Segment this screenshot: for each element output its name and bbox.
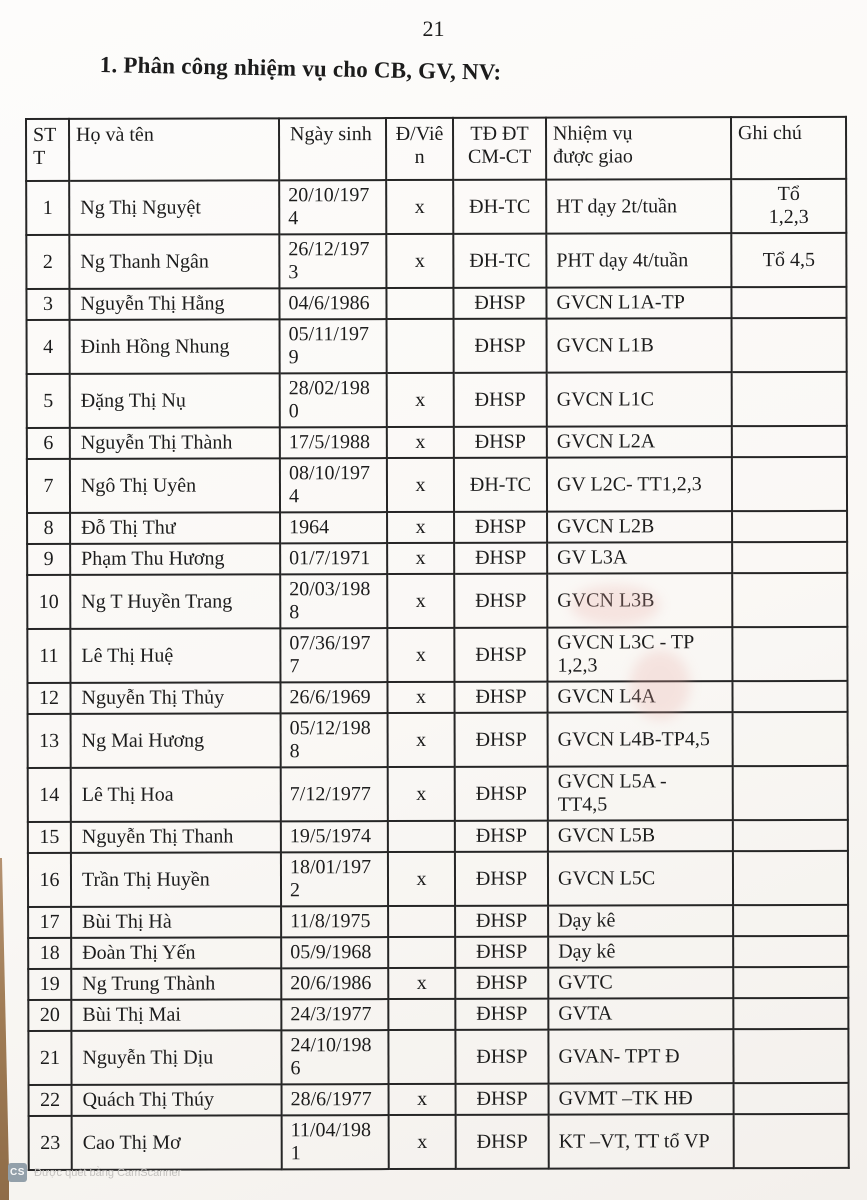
table-row <box>27 627 847 683</box>
stt-header: ST T <box>26 119 69 181</box>
table-row <box>26 287 846 320</box>
section-title: 1. Phân công nhiệm vụ cho CB, GV, NV: <box>99 52 502 85</box>
party-header: Đ/Viê n <box>386 118 453 180</box>
duty-cell: GV L3A <box>547 542 732 573</box>
table-row <box>27 681 847 714</box>
note-cell <box>733 820 848 851</box>
assignment-table <box>25 116 850 1171</box>
party-cell <box>388 937 455 968</box>
duty-cell: GVCN L4A <box>547 681 732 712</box>
name-cell: Phạm Thu Hương <box>70 543 280 575</box>
name-cell: Đỗ Thị Thư <box>70 512 280 544</box>
name-cell: Đặng Thị Nụ <box>70 373 280 428</box>
party-cell: x <box>387 628 454 682</box>
stt-cell: 21 <box>28 1031 71 1085</box>
party-cell: x <box>386 234 453 288</box>
name-cell: Lê Thị Huệ <box>70 628 280 683</box>
duty-cell: KT –VT, TT tổ VP <box>549 1114 734 1168</box>
party-cell <box>387 319 454 373</box>
duty-cell: GVTC <box>548 967 733 998</box>
duty-cell: GVCN L5B <box>548 820 733 851</box>
note-cell <box>732 627 847 681</box>
name-cell: Ng Mai Hương <box>71 713 281 768</box>
note-cell <box>734 1083 849 1114</box>
note-cell <box>733 766 848 820</box>
stt-cell: 5 <box>27 374 70 428</box>
duty-cell: GVMT –TK HĐ <box>549 1083 734 1114</box>
degree-cell: ĐHSP <box>454 373 547 427</box>
party-cell <box>388 999 455 1030</box>
camscanner-watermark <box>8 1163 181 1182</box>
degree-cell: ĐHSP <box>455 906 548 937</box>
red-stamp-ghost <box>570 585 660 625</box>
party-cell: x <box>388 713 455 767</box>
note-cell <box>732 318 847 372</box>
degree-cell: ĐHSP <box>454 319 547 373</box>
table-header-row <box>26 117 846 181</box>
degree-cell: ĐHSP <box>453 288 546 319</box>
name-cell: Nguyễn Thị Hằng <box>69 288 279 320</box>
stt-cell: 8 <box>27 513 70 544</box>
table-row <box>27 318 847 374</box>
name-cell: Nguyễn Thị Thanh <box>71 821 281 853</box>
dob-cell: 11/04/1981 <box>282 1115 389 1169</box>
table-row <box>28 851 848 907</box>
degree-cell: ĐHSP <box>456 1084 549 1115</box>
stt-cell: 16 <box>28 853 71 907</box>
table-row <box>28 1029 848 1085</box>
degree-cell: ĐHSP <box>455 767 548 821</box>
dob-cell: 24/10/1986 <box>281 1030 388 1084</box>
duty-cell: PHT dạy 4t/tuần <box>546 233 731 287</box>
duty-cell: Dạy kê <box>548 936 733 967</box>
duty-cell: GVCN L2A <box>547 426 732 457</box>
dob-cell: 20/03/1988 <box>280 574 387 628</box>
stt-cell: 23 <box>29 1116 72 1170</box>
dob-cell: 28/6/1977 <box>282 1084 389 1115</box>
name-cell: Quách Thị Thúy <box>72 1084 282 1116</box>
degree-cell: ĐHSP <box>454 682 547 713</box>
degree-cell: ĐHSP <box>455 821 548 852</box>
duty-cell: GVCN L1C <box>547 372 732 426</box>
party-cell: x <box>387 458 454 512</box>
duty-cell: GVCN L5C <box>548 851 733 905</box>
note-cell <box>733 936 848 967</box>
party-cell: x <box>387 574 454 628</box>
name-cell: Bùi Thị Hà <box>71 906 281 938</box>
degree-cell: ĐHSP <box>454 628 547 682</box>
table-row <box>28 967 848 1000</box>
party-cell: x <box>388 852 455 906</box>
degree-header: TĐ ĐT CM-CT <box>453 118 546 180</box>
dob-cell: 20/10/1974 <box>279 180 386 234</box>
stt-cell: 2 <box>26 235 69 289</box>
dob-cell: 05/11/1979 <box>280 319 387 373</box>
name-cell: Nguyễn Thị Thành <box>70 427 280 459</box>
dob-cell: 28/02/1980 <box>280 373 387 427</box>
name-cell: Nguyễn Thị Thủy <box>70 682 280 714</box>
table-row <box>28 820 848 853</box>
name-cell: Ng Thanh Ngân <box>69 234 279 289</box>
stt-cell: 22 <box>29 1085 72 1116</box>
stt-cell: 15 <box>28 822 71 853</box>
dob-cell: 24/3/1977 <box>281 999 388 1030</box>
party-cell <box>388 821 455 852</box>
dob-cell: 19/5/1974 <box>281 821 388 852</box>
name-cell: Ng Trung Thành <box>71 968 281 1000</box>
note-cell <box>732 573 847 627</box>
dob-cell: 04/6/1986 <box>279 288 386 319</box>
duty-cell: GVCN L1A-TP <box>546 287 731 318</box>
dob-cell: 18/01/1972 <box>281 852 388 906</box>
name-cell: Ng T Huyền Trang <box>70 574 280 629</box>
dob-cell: 01/7/1971 <box>280 543 387 574</box>
duty-cell: GVCN L1B <box>547 318 732 372</box>
table-row <box>28 712 848 768</box>
stt-cell: 10 <box>27 575 70 629</box>
table-row <box>28 998 848 1031</box>
stt-cell: 9 <box>27 544 70 575</box>
note-cell <box>732 426 847 457</box>
stt-cell: 6 <box>27 428 70 459</box>
party-cell <box>386 288 453 319</box>
party-cell <box>388 1030 455 1084</box>
note-cell <box>732 681 847 712</box>
note-cell <box>733 712 848 766</box>
stt-cell: 12 <box>27 683 70 714</box>
dob-cell: 26/12/1973 <box>279 234 386 288</box>
degree-cell: ĐHSP <box>455 999 548 1030</box>
duty-cell: GVCN L2B <box>547 511 732 542</box>
degree-cell: ĐH-TC <box>453 234 546 288</box>
party-cell: x <box>387 512 454 543</box>
table-row <box>28 905 848 938</box>
party-cell <box>388 906 455 937</box>
dob-cell: 7/12/1977 <box>281 767 388 821</box>
note-cell <box>731 287 846 318</box>
note-cell <box>732 542 847 573</box>
duty-cell: HT dạy 2t/tuần <box>546 179 731 233</box>
duty-header: Nhiệm vụ được giao <box>546 117 731 179</box>
name-cell: Cao Thị Mơ <box>72 1115 282 1170</box>
dob-cell: 07/36/1977 <box>280 628 387 682</box>
note-cell <box>733 851 848 905</box>
note-cell <box>734 1114 849 1168</box>
dob-cell: 17/5/1988 <box>280 427 387 458</box>
stt-cell: 17 <box>28 907 71 938</box>
degree-cell: ĐHSP <box>454 512 547 543</box>
duty-cell: GVCN L5A - TT4,5 <box>548 766 733 820</box>
dob-cell: 05/12/1988 <box>281 713 388 767</box>
degree-cell: ĐHSP <box>454 543 547 574</box>
red-stamp-ghost <box>630 650 690 720</box>
table-row <box>27 542 847 575</box>
table-row <box>28 936 848 969</box>
stt-cell: 1 <box>26 181 69 235</box>
duty-cell: GVCN L4B-TP4,5 <box>548 712 733 766</box>
note-cell <box>732 511 847 542</box>
degree-cell: ĐHSP <box>455 852 548 906</box>
note-cell <box>732 457 847 511</box>
dob-cell: 20/6/1986 <box>281 968 388 999</box>
dob-cell: 11/8/1975 <box>281 906 388 937</box>
dob-cell: 1964 <box>280 512 387 543</box>
note-cell <box>732 372 847 426</box>
duty-cell: GVAN- TPT Đ <box>548 1029 733 1083</box>
name-cell: Đoàn Thị Yến <box>71 937 281 969</box>
stt-cell: 11 <box>27 629 70 683</box>
name-cell: Đinh Hồng Nhung <box>70 319 280 374</box>
party-cell: x <box>388 767 455 821</box>
degree-cell: ĐHSP <box>454 574 547 628</box>
party-cell: x <box>387 427 454 458</box>
name-cell: Trần Thị Huyền <box>71 852 281 907</box>
dob-cell: 08/10/1974 <box>280 458 387 512</box>
name-cell: Bùi Thị Mai <box>71 999 281 1031</box>
name-cell: Nguyễn Thị Dịu <box>71 1030 281 1085</box>
stt-cell: 7 <box>27 459 70 513</box>
table-row <box>28 766 848 822</box>
note-header: Ghi chú <box>731 117 846 179</box>
duty-cell: GVTA <box>548 998 733 1029</box>
table-row <box>27 426 847 459</box>
party-cell: x <box>389 1084 456 1115</box>
degree-cell: ĐH-TC <box>454 458 547 512</box>
note-cell: Tổ 4,5 <box>731 233 846 287</box>
degree-cell: ĐHSP <box>455 1030 548 1084</box>
dob-header: Ngày sinh <box>279 118 386 180</box>
degree-cell: ĐHSP <box>455 713 548 767</box>
duty-cell: Dạy kê <box>548 905 733 936</box>
table-row <box>29 1083 849 1116</box>
stt-cell: 18 <box>28 938 71 969</box>
degree-cell: ĐHSP <box>454 427 547 458</box>
table-row <box>29 1114 849 1170</box>
note-cell <box>733 967 848 998</box>
stt-cell: 14 <box>28 768 71 822</box>
table-row <box>26 179 846 235</box>
note-cell <box>733 1029 848 1083</box>
party-cell: x <box>387 373 454 427</box>
duty-cell: GV L2C- TT1,2,3 <box>547 457 732 511</box>
duty-cell: GVCN L3C - TP 1,2,3 <box>547 627 732 681</box>
stt-cell: 20 <box>28 1000 71 1031</box>
table-row <box>26 233 846 289</box>
degree-cell: ĐHSP <box>456 1115 549 1169</box>
table-row <box>27 573 847 629</box>
page-spine-edge <box>0 858 9 1200</box>
stt-cell: 13 <box>28 714 71 768</box>
party-cell: x <box>386 180 453 234</box>
table-row <box>27 511 847 544</box>
duty-cell: GVCN L3B <box>547 573 732 627</box>
note-cell <box>733 905 848 936</box>
camscanner-text: Được quét bằng CamScanner <box>34 1166 182 1179</box>
name-cell: Ngô Thị Uyên <box>70 458 280 513</box>
note-cell <box>733 998 848 1029</box>
table-row <box>27 372 847 428</box>
degree-cell: ĐHSP <box>455 968 548 999</box>
name-cell: Lê Thị Hoa <box>71 767 281 822</box>
dob-cell: 26/6/1969 <box>280 682 387 713</box>
stt-cell: 4 <box>27 320 70 374</box>
name-header: Họ và tên <box>69 118 279 181</box>
note-cell: Tổ 1,2,3 <box>731 179 846 233</box>
party-cell: x <box>387 682 454 713</box>
stt-cell: 19 <box>28 969 71 1000</box>
table-body <box>26 179 849 1170</box>
party-cell: x <box>387 543 454 574</box>
degree-cell: ĐH-TC <box>453 180 546 234</box>
camscanner-icon: CS <box>8 1163 27 1182</box>
table-row <box>27 457 847 513</box>
party-cell: x <box>388 968 455 999</box>
dob-cell: 05/9/1968 <box>281 937 388 968</box>
degree-cell: ĐHSP <box>455 937 548 968</box>
party-cell: x <box>389 1115 456 1169</box>
page-number: 21 <box>422 16 445 41</box>
stt-cell: 3 <box>26 289 69 320</box>
name-cell: Ng Thị Nguyệt <box>69 180 279 235</box>
